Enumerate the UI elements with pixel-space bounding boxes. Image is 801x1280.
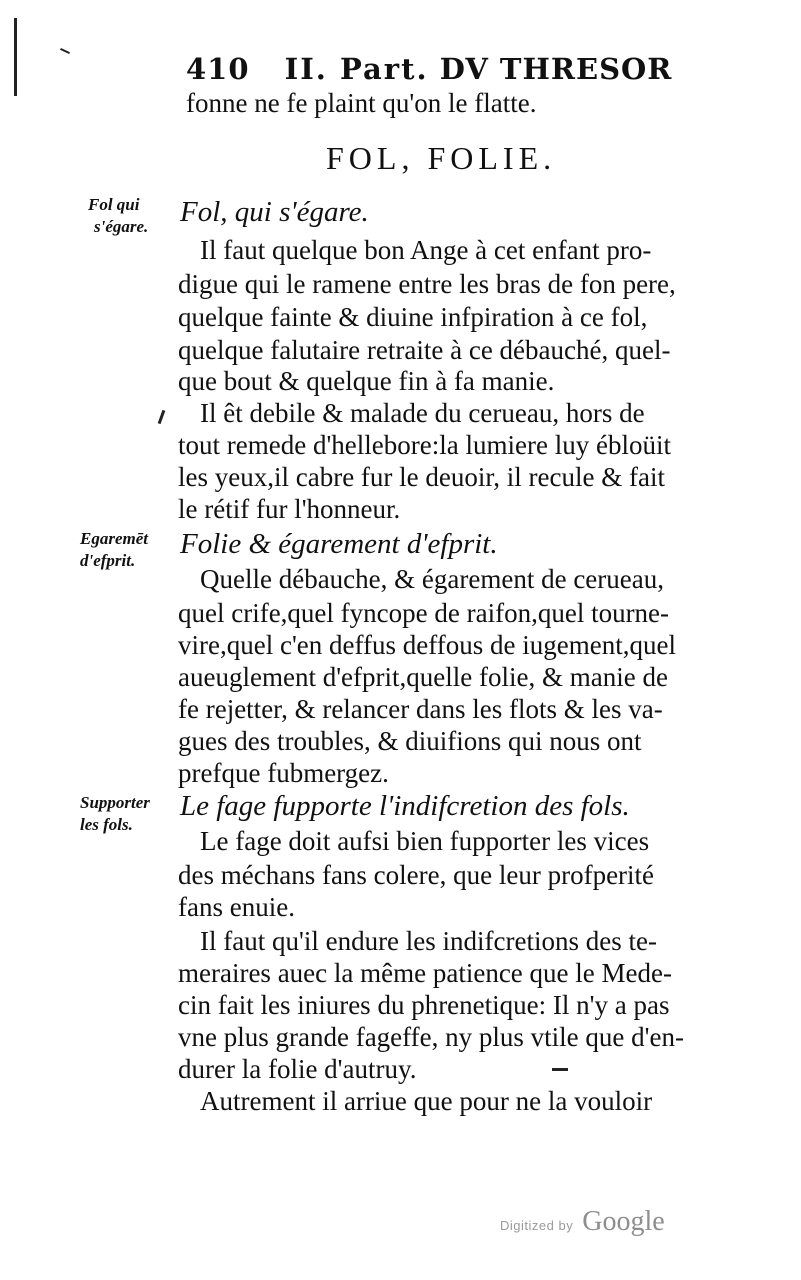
text-line: quelque fainte & diuine infpiration à ce fol,: [178, 302, 648, 332]
text-line: le rétif fur l'honneur.: [178, 494, 401, 524]
text-line: tout remede d'hellebore:la lumiere luy ébloüit: [178, 430, 671, 460]
margin-tick: [158, 410, 166, 424]
text-line: gues des troubles, & diuifions qui nous ont: [178, 726, 642, 756]
heading-sage: Le fage fupporte l'indifcretion des fols.: [180, 790, 630, 822]
text-line: vne plus grande fageffe, ny plus vtile que d'en-: [178, 1022, 684, 1052]
text-line: durer la folie d'autruy.: [178, 1054, 417, 1084]
running-title: DV THRESOR: [439, 52, 673, 86]
digitized-label: Digitized by: [500, 1218, 574, 1233]
text-line: Il faut quelque bon Ange à cet enfant pro-: [200, 235, 652, 265]
margin-note-fol: Fol qui s'égare.: [88, 195, 149, 236]
text-line: fe rejetter, & relancer dans les flots & les va-: [178, 694, 663, 724]
carryover-line: fonne ne fe plaint qu'on le flatte.: [186, 88, 537, 118]
text-line: fans enuie.: [178, 892, 295, 922]
text-line: quelque falutaire retraite à ce débauché, quel-: [178, 335, 671, 365]
text-line: Le fage doit aufsi bien fupporter les vices: [200, 826, 650, 856]
text-line: des méchans fans colere, que leur profperité: [178, 860, 655, 890]
margin-note-egarement: Egaremēt d'efprit.: [80, 529, 148, 570]
google-logo: Google: [582, 1206, 665, 1237]
heading-folie: Folie & égarement d'efprit.: [180, 528, 498, 560]
running-head: [186, 52, 672, 86]
text-line: que bout & quelque fin à fa manie.: [178, 366, 555, 396]
text-line: Il faut qu'il endure les indifcretions des te-: [200, 926, 657, 956]
text-line: Autrement il arriue que pour ne la vouloir: [200, 1086, 653, 1116]
text-line: les yeux,il cabre fur le deuoir, il recule & fait: [178, 462, 665, 492]
margin-note-supporter: Supporter les fols.: [80, 793, 150, 834]
page-number: 410: [186, 52, 250, 86]
text-line: cin fait les iniures du phrenetique: Il n'y a pas: [178, 990, 670, 1020]
stray-dash: [552, 1068, 568, 1071]
text-line: vire,quel c'en deffus deffous de iugement,quel: [178, 630, 676, 660]
section-title: FOL, FOLIE.: [326, 140, 557, 176]
text-line: meraires auec la même patience que le Mede-: [178, 958, 672, 988]
heading-fol: Fol, qui s'égare.: [180, 196, 369, 228]
text-line: prefque fubmergez.: [178, 758, 389, 788]
text-line: Quelle débauche, & égarement de cerueau,: [200, 564, 664, 594]
page-edge-mark: [60, 48, 70, 54]
text-line: quel crife,quel fyncope de raifon,quel tourne-: [178, 598, 670, 628]
text-line: aueuglement d'efprit,quelle folie, & manie de: [178, 662, 668, 692]
page-edge-line: [14, 18, 17, 96]
text-line: Il êt debile & malade du cerueau, hors de: [200, 398, 645, 428]
part-label: II. Part.: [284, 52, 429, 86]
digitization-footer: [500, 1206, 665, 1238]
text-line: digue qui le ramene entre les bras de fon pere,: [178, 269, 676, 299]
